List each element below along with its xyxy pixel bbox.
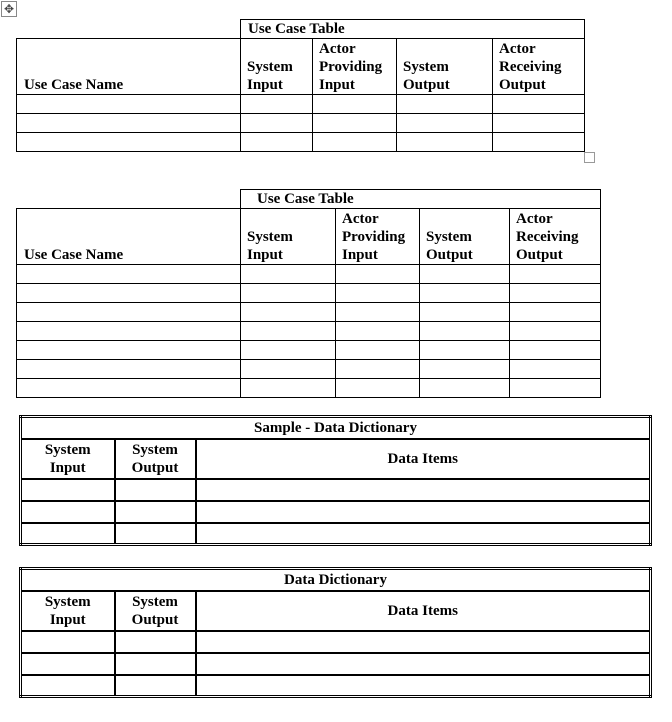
table-cell[interactable] <box>510 265 601 284</box>
col-header-system-output: System Output <box>420 209 510 265</box>
table-cell[interactable] <box>510 379 601 398</box>
table-cell[interactable] <box>115 523 196 545</box>
table-cell[interactable] <box>196 479 651 501</box>
table-cell[interactable] <box>510 303 601 322</box>
table-cell[interactable] <box>21 523 115 545</box>
table-cell[interactable] <box>21 631 115 653</box>
table-title: Data Dictionary <box>21 569 651 591</box>
data-dictionary-table <box>19 567 652 698</box>
table-body <box>21 479 651 545</box>
col-header-system-input: System Input <box>241 39 313 95</box>
table-cell[interactable] <box>336 360 420 379</box>
table-cell[interactable] <box>241 95 313 114</box>
col-header-actor-providing-input: Actor Providing Input <box>336 209 420 265</box>
table-cell[interactable] <box>17 284 241 303</box>
col-header-actor-receiving-output: Actor Receiving Output <box>510 209 601 265</box>
data-dictionary-table-sample <box>19 415 652 546</box>
table-cell[interactable] <box>17 265 241 284</box>
table-title: Use Case Table <box>241 190 601 209</box>
table-cell[interactable] <box>420 379 510 398</box>
table-body <box>21 631 651 697</box>
table-cell[interactable] <box>241 360 336 379</box>
table-row <box>21 501 651 523</box>
table-cell[interactable] <box>196 653 651 675</box>
col-header-actor-receiving-output: Actor Receiving Output <box>493 39 585 95</box>
table-row <box>17 341 601 360</box>
table-cell[interactable] <box>510 360 601 379</box>
table-row <box>17 284 601 303</box>
table-row <box>21 653 651 675</box>
col-header-data-items: Data Items <box>196 591 651 631</box>
table-cell[interactable] <box>115 501 196 523</box>
table-cell[interactable] <box>115 675 196 697</box>
col-header-system-input: System Input <box>21 439 115 479</box>
table-row <box>17 303 601 322</box>
table-cell[interactable] <box>420 265 510 284</box>
table-cell[interactable] <box>420 284 510 303</box>
table-body <box>17 265 601 398</box>
table-cell[interactable] <box>397 133 493 152</box>
table-cell[interactable] <box>313 95 397 114</box>
table-row <box>17 379 601 398</box>
table-cell[interactable] <box>510 322 601 341</box>
col-header-system-output: System Output <box>115 591 196 631</box>
table-cell[interactable] <box>336 379 420 398</box>
table-cell[interactable] <box>420 341 510 360</box>
table-cell[interactable] <box>510 284 601 303</box>
table-cell[interactable] <box>21 479 115 501</box>
table-row <box>17 322 601 341</box>
table-row <box>21 479 651 501</box>
table-cell[interactable] <box>241 284 336 303</box>
table-cell[interactable] <box>17 322 241 341</box>
table-cell[interactable] <box>17 303 241 322</box>
table-cell[interactable] <box>241 322 336 341</box>
table-cell[interactable] <box>241 379 336 398</box>
table-cell[interactable] <box>510 341 601 360</box>
table-cell[interactable] <box>336 341 420 360</box>
table-cell[interactable] <box>493 114 585 133</box>
table-title: Use Case Table <box>241 20 585 39</box>
four-way-arrow-icon: ✥ <box>3 2 15 16</box>
col-header-system-input: System Input <box>21 591 115 631</box>
table-cell[interactable] <box>17 341 241 360</box>
table-cell[interactable] <box>17 114 241 133</box>
table-cell[interactable] <box>493 95 585 114</box>
table-row <box>17 133 585 152</box>
col-header-data-items: Data Items <box>196 439 651 479</box>
col-header-system-output: System Output <box>115 439 196 479</box>
table-cell[interactable] <box>336 265 420 284</box>
table-body <box>17 95 585 152</box>
col-header-system-output: System Output <box>397 39 493 95</box>
col-header-use-case-name: Use Case Name <box>17 39 241 95</box>
table-cell[interactable] <box>196 675 651 697</box>
table-cell[interactable] <box>21 675 115 697</box>
table-cell[interactable] <box>420 303 510 322</box>
table-cell[interactable] <box>17 95 241 114</box>
table-resize-handle[interactable] <box>584 152 595 163</box>
table-row <box>21 675 651 697</box>
col-header-use-case-name: Use Case Name <box>17 209 241 265</box>
table-row <box>17 95 585 114</box>
table-cell[interactable] <box>397 95 493 114</box>
table-cell[interactable] <box>420 322 510 341</box>
table-cell[interactable] <box>336 322 420 341</box>
table-cell[interactable] <box>196 523 651 545</box>
table-cell[interactable] <box>313 133 397 152</box>
table-cell[interactable] <box>241 303 336 322</box>
table-cell[interactable] <box>241 265 336 284</box>
table-cell[interactable] <box>196 501 651 523</box>
table-row <box>17 114 585 133</box>
table-cell[interactable] <box>241 133 313 152</box>
table-cell[interactable] <box>17 360 241 379</box>
table-cell[interactable] <box>493 133 585 152</box>
table-cell[interactable] <box>397 114 493 133</box>
table-cell[interactable] <box>21 653 115 675</box>
table-cell[interactable] <box>17 133 241 152</box>
table-cell[interactable] <box>313 114 397 133</box>
table-row <box>21 523 651 545</box>
table-title: Sample - Data Dictionary <box>21 417 651 439</box>
table-cell[interactable] <box>241 341 336 360</box>
table-cell[interactable] <box>115 653 196 675</box>
col-header-actor-providing-input: Actor Providing Input <box>313 39 397 95</box>
table-cell[interactable] <box>21 501 115 523</box>
col-header-system-input: System Input <box>241 209 336 265</box>
table-cell[interactable] <box>115 631 196 653</box>
table-row <box>17 360 601 379</box>
table-cell[interactable] <box>336 284 420 303</box>
use-case-table-2 <box>16 189 601 398</box>
table-cell[interactable] <box>17 379 241 398</box>
table-row <box>21 631 651 653</box>
table-cell[interactable] <box>241 114 313 133</box>
table-row <box>17 265 601 284</box>
table-cell[interactable] <box>336 303 420 322</box>
table-cell[interactable] <box>115 479 196 501</box>
table-cell[interactable] <box>420 360 510 379</box>
table-move-handle[interactable] <box>1 1 17 17</box>
table-cell[interactable] <box>196 631 651 653</box>
use-case-table-1 <box>16 19 585 152</box>
